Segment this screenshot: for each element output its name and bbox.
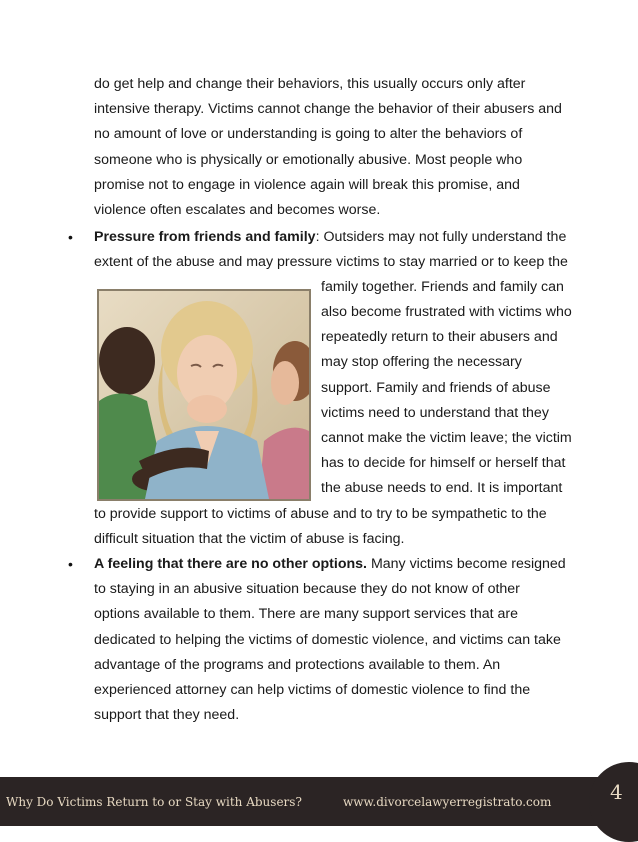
body-line: family together. Friends and family can	[321, 279, 564, 295]
bullet-heading: A feeling that there are no other options.	[94, 556, 367, 572]
body-line: extent of the abuse and may pressure victims to stay married or to keep the	[94, 254, 568, 270]
body-line: someone who is physically or emotionally abusive. Most people who	[94, 152, 523, 168]
body-line: advantage of the programs and protections available to them. An	[94, 657, 501, 673]
body-line: difficult situation that the victim of abuse is facing.	[94, 531, 405, 547]
body-line: experienced attorney can help victims of domestic violence to find the	[94, 682, 531, 698]
body-line: the abuse needs to end. It is important	[321, 480, 563, 496]
body-line: victims need to understand that they	[321, 405, 549, 421]
footer-title: Why Do Victims Return to or Stay with Abusers?	[6, 795, 302, 809]
page-number: 4	[610, 780, 623, 804]
support-photo	[97, 289, 311, 501]
women-illustration	[99, 291, 309, 499]
body-line: has to decide for himself or herself that	[321, 455, 566, 471]
bullet-heading-line	[94, 556, 566, 572]
bullet-marker: •	[68, 229, 73, 245]
body-line: options available to them. There are many support services that are	[94, 606, 519, 622]
bullet-heading: Pressure from friends and family	[94, 229, 316, 245]
body-line: repeatedly return to their abusers and	[321, 329, 558, 345]
body-line: to provide support to victims of abuse and to try to be sympathetic to the	[94, 506, 547, 522]
body-line: to staying in an abusive situation because they do not know of other	[94, 581, 520, 597]
body-text: Many victims become resigned	[367, 556, 566, 572]
body-line: promise not to engage in violence again will break this promise, and	[94, 177, 520, 193]
body-line: cannot make the victim leave; the victim	[321, 430, 572, 446]
body-line: intensive therapy. Victims cannot change the behavior of their abusers and	[94, 101, 562, 117]
body-line: do get help and change their behaviors, this usually occurs only after	[94, 76, 526, 92]
body-line: may stop offering the necessary	[321, 354, 522, 370]
body-line: support that they need.	[94, 707, 240, 723]
body-text: : Outsiders may not fully understand the	[315, 229, 567, 245]
body-line: dedicated to helping the victims of domestic violence, and victims can take	[94, 632, 561, 648]
body-line: support. Family and friends of abuse	[321, 380, 551, 396]
body-line: violence often escalates and becomes worse.	[94, 202, 381, 218]
bullet-marker: •	[68, 556, 73, 572]
body-line: no amount of love or understanding is going to alter the behaviors of	[94, 126, 523, 142]
bullet-heading-line	[94, 229, 566, 245]
footer-website-link[interactable]: www.divorcelawyerregistrato.com	[343, 795, 552, 809]
body-line: also become frustrated with victims who	[321, 304, 572, 320]
